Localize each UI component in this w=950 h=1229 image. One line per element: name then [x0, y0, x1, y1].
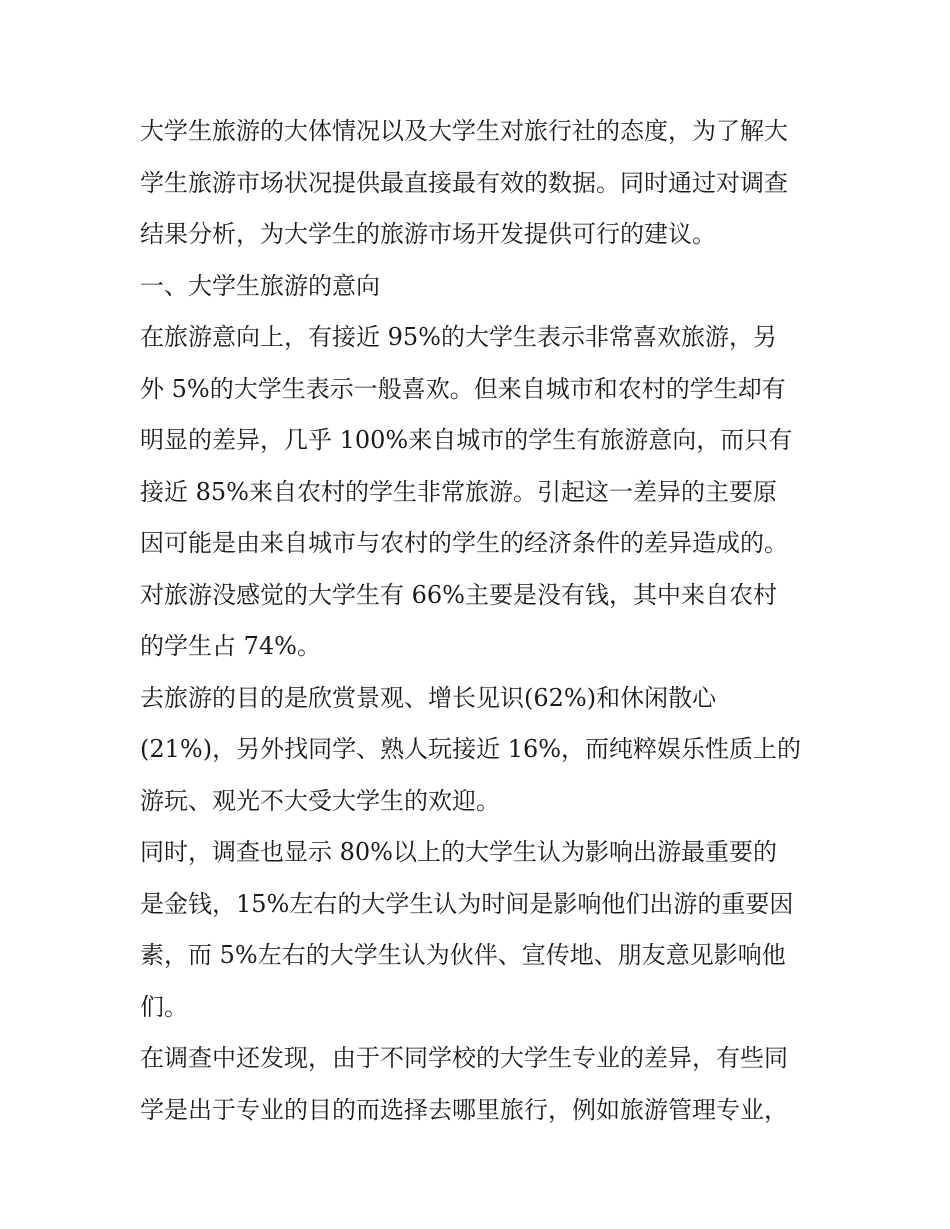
text-line: 同时，调查也显示 80%以上的大学生认为影响出游最重要的	[140, 838, 777, 866]
text-line: 去旅游的目的是欣赏景观、增长见识(62%)和休闲散心	[140, 683, 717, 712]
text-line: 接近 85%来自农村的学生非常旅游。引起这一差异的主要原	[140, 477, 777, 506]
text-line: 在旅游意向上，有接近 95%的大学生表示非常喜欢旅游，另	[140, 323, 777, 351]
text-line: 结果分析，为大学生的旅游市场开发提供可行的建议。	[140, 220, 716, 248]
paragraph-major-differences	[140, 1033, 820, 1136]
text-line: 学是出于专业的目的而选择去哪里旅行，例如旅游管理专业，	[140, 1095, 788, 1124]
text-line: 对旅游没感觉的大学生有 66%主要是没有钱，其中来自农村	[140, 580, 777, 609]
text-line: 在调查中还发现，由于不同学校的大学生专业的差异，有些同	[140, 1044, 788, 1072]
heading-line: 一、大学生旅游的意向	[140, 271, 380, 300]
paragraph-influencing-factors	[140, 827, 820, 1033]
text-line: 素，而 5%左右的大学生认为伙伴、宣传地、朋友意见影响他	[140, 941, 786, 969]
paragraph-travel-intention	[140, 312, 820, 673]
paragraph-travel-purpose	[140, 673, 820, 828]
document-body	[140, 106, 820, 1136]
text-line: 大学生旅游的大体情况以及大学生对旅行社的态度，为了解大	[140, 117, 788, 145]
text-line: (21%)，另外找同学、熟人玩接近 16%，而纯粹娱乐性质上的	[140, 735, 802, 763]
text-line: 们。	[140, 992, 188, 1021]
section-heading	[140, 261, 820, 313]
text-line: 明显的差异，几乎 100%来自城市的学生有旅游意向，而只有	[140, 426, 793, 454]
text-line: 学生旅游市场状况提供最直接最有效的数据。同时通过对调查	[140, 168, 788, 197]
text-line: 外 5%的大学生表示一般喜欢。但来自城市和农村的学生却有	[140, 374, 786, 403]
text-line: 的学生占 74%。	[140, 632, 321, 660]
text-line: 因可能是由来自城市与农村的学生的经济条件的差异造成的。	[140, 529, 788, 557]
paragraph-intro	[140, 106, 820, 261]
text-line: 是金钱，15%左右的大学生认为时间是影响他们出游的重要因	[140, 889, 794, 918]
text-line: 游玩、观光不大受大学生的欢迎。	[140, 786, 500, 815]
